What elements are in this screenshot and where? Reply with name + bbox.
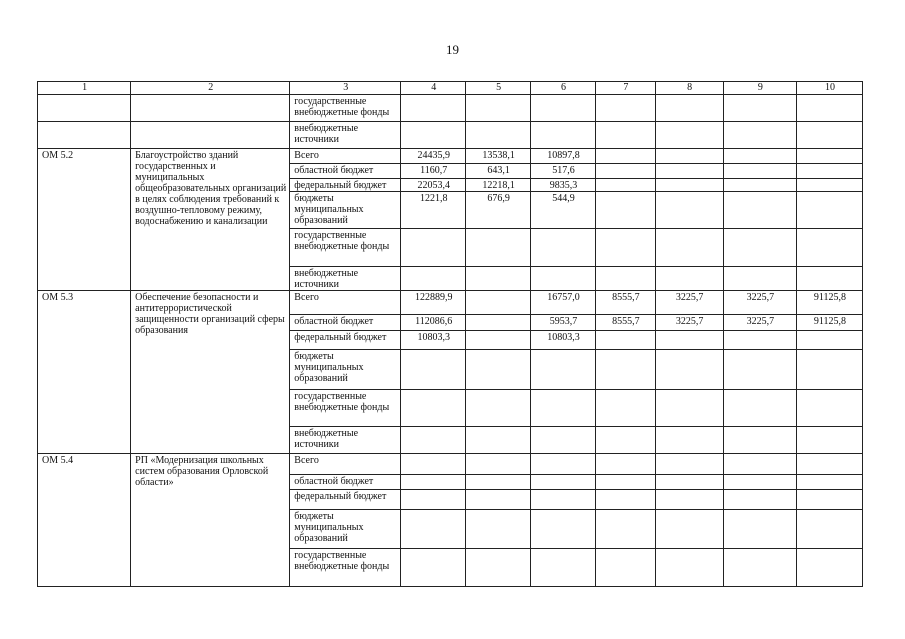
value-cell: [796, 490, 862, 510]
value-cell: [655, 475, 723, 490]
value-cell: [401, 427, 466, 454]
value-cell: [401, 229, 466, 267]
source-cell: внебюджетные источники: [290, 427, 401, 454]
value-cell: [401, 122, 466, 149]
value-cell: [531, 95, 596, 122]
value-cell: [723, 229, 796, 267]
value-cell: [401, 390, 466, 427]
value-cell: [655, 164, 723, 179]
source-cell: государственные внебюджетные фонды: [290, 549, 401, 587]
value-cell: [595, 510, 655, 549]
value-cell: [595, 331, 655, 350]
header-row: [38, 82, 863, 95]
value-cell: [466, 291, 531, 315]
value-cell: [595, 95, 655, 122]
value-cell: [796, 549, 862, 587]
source-cell: бюджеты муниципальных образований: [290, 192, 401, 229]
table-row: [38, 454, 863, 475]
code-cell: [38, 95, 131, 122]
measure-code: ОМ 5.3: [38, 291, 131, 454]
value-cell: [796, 390, 862, 427]
column-header: 5: [466, 82, 531, 95]
measure-code: ОМ 5.2: [38, 149, 131, 291]
value-cell: 517,6: [531, 164, 596, 179]
measure-name: Обеспечение безопасности и антитеррористической защищенности организаций сферы образования: [131, 291, 290, 454]
value-cell: [401, 549, 466, 587]
value-cell: [723, 427, 796, 454]
value-cell: 91125,8: [796, 315, 862, 331]
value-cell: [531, 427, 596, 454]
value-cell: [595, 192, 655, 229]
value-cell: [466, 475, 531, 490]
value-cell: [466, 490, 531, 510]
name-cell: [131, 122, 290, 149]
column-header: 8: [655, 82, 723, 95]
value-cell: [655, 350, 723, 390]
value-cell: [723, 179, 796, 192]
value-cell: [655, 454, 723, 475]
source-cell: областной бюджет: [290, 164, 401, 179]
value-cell: [796, 192, 862, 229]
value-cell: [595, 149, 655, 164]
source-cell: бюджеты муниципальных образований: [290, 510, 401, 549]
value-cell: [401, 510, 466, 549]
value-cell: [531, 475, 596, 490]
value-cell: 1160,7: [401, 164, 466, 179]
value-cell: [401, 475, 466, 490]
value-cell: [595, 229, 655, 267]
value-cell: [796, 350, 862, 390]
value-cell: [655, 179, 723, 192]
value-cell: [796, 179, 862, 192]
value-cell: [466, 267, 531, 291]
column-header: 1: [38, 82, 131, 95]
value-cell: [595, 427, 655, 454]
value-cell: 10897,8: [531, 149, 596, 164]
source-cell: внебюджетные источники: [290, 122, 401, 149]
value-cell: [655, 229, 723, 267]
source-cell: бюджеты муниципальных образований: [290, 350, 401, 390]
value-cell: [401, 490, 466, 510]
source-cell: областной бюджет: [290, 475, 401, 490]
value-cell: 676,9: [466, 192, 531, 229]
source-cell: федеральный бюджет: [290, 179, 401, 192]
column-header: 7: [595, 82, 655, 95]
measure-code: ОМ 5.4: [38, 454, 131, 587]
value-cell: [531, 122, 596, 149]
value-cell: [401, 454, 466, 475]
column-header: 10: [796, 82, 862, 95]
source-cell: внебюджетные источники: [290, 267, 401, 291]
value-cell: [595, 549, 655, 587]
value-cell: 10803,3: [401, 331, 466, 350]
source-cell: областной бюджет: [290, 315, 401, 331]
value-cell: [796, 267, 862, 291]
value-cell: [655, 192, 723, 229]
value-cell: [723, 454, 796, 475]
value-cell: [595, 164, 655, 179]
value-cell: [595, 475, 655, 490]
value-cell: [723, 350, 796, 390]
source-cell: государственные внебюджетные фонды: [290, 229, 401, 267]
value-cell: 5953,7: [531, 315, 596, 331]
value-cell: [466, 350, 531, 390]
value-cell: 643,1: [466, 164, 531, 179]
page-number: 19: [446, 42, 459, 57]
value-cell: [655, 510, 723, 549]
column-header: 4: [401, 82, 466, 95]
value-cell: [796, 95, 862, 122]
value-cell: [723, 475, 796, 490]
value-cell: [723, 122, 796, 149]
source-cell: Всего: [290, 149, 401, 164]
value-cell: [723, 510, 796, 549]
value-cell: [466, 95, 531, 122]
table-row: [38, 149, 863, 164]
source-cell: государственные внебюджетные фонды: [290, 95, 401, 122]
value-cell: [466, 331, 531, 350]
value-cell: [531, 510, 596, 549]
column-header: 3: [290, 82, 401, 95]
value-cell: 22053,4: [401, 179, 466, 192]
value-cell: [796, 229, 862, 267]
value-cell: [531, 454, 596, 475]
value-cell: [466, 427, 531, 454]
value-cell: [796, 475, 862, 490]
table-row: [38, 291, 863, 315]
value-cell: [723, 164, 796, 179]
measure-name: Благоустройство зданий государственных и муниципальных общеобразовательных организаций в целях соблюдения требований к воздушно-тепловому режиму, водоснабжению и канализации: [131, 149, 290, 291]
source-cell: Всего: [290, 454, 401, 475]
value-cell: [655, 331, 723, 350]
value-cell: [723, 149, 796, 164]
budget-table: [37, 81, 863, 587]
value-cell: 8555,7: [595, 315, 655, 331]
value-cell: 3225,7: [723, 291, 796, 315]
value-cell: 16757,0: [531, 291, 596, 315]
value-cell: [401, 95, 466, 122]
value-cell: [595, 122, 655, 149]
value-cell: [466, 122, 531, 149]
value-cell: [595, 390, 655, 427]
value-cell: 10803,3: [531, 331, 596, 350]
value-cell: [595, 490, 655, 510]
value-cell: 3225,7: [655, 315, 723, 331]
value-cell: 8555,7: [595, 291, 655, 315]
source-cell: федеральный бюджет: [290, 331, 401, 350]
value-cell: 1221,8: [401, 192, 466, 229]
value-cell: [595, 267, 655, 291]
column-header: 6: [531, 82, 596, 95]
table-row: [38, 95, 863, 122]
value-cell: [723, 267, 796, 291]
value-cell: 3225,7: [655, 291, 723, 315]
value-cell: 112086,6: [401, 315, 466, 331]
value-cell: 13538,1: [466, 149, 531, 164]
value-cell: [466, 549, 531, 587]
value-cell: [466, 390, 531, 427]
value-cell: [595, 179, 655, 192]
value-cell: [531, 490, 596, 510]
value-cell: [796, 427, 862, 454]
source-cell: государственные внебюджетные фонды: [290, 390, 401, 427]
value-cell: [655, 122, 723, 149]
value-cell: [796, 331, 862, 350]
source-cell: Всего: [290, 291, 401, 315]
value-cell: [655, 95, 723, 122]
column-header: 2: [131, 82, 290, 95]
value-cell: [723, 490, 796, 510]
value-cell: [796, 164, 862, 179]
value-cell: [595, 454, 655, 475]
value-cell: [796, 510, 862, 549]
value-cell: 3225,7: [723, 315, 796, 331]
value-cell: [723, 331, 796, 350]
value-cell: [655, 549, 723, 587]
value-cell: 12218,1: [466, 179, 531, 192]
value-cell: [723, 95, 796, 122]
value-cell: [466, 229, 531, 267]
value-cell: [466, 454, 531, 475]
value-cell: [796, 454, 862, 475]
name-cell: [131, 95, 290, 122]
value-cell: [655, 390, 723, 427]
table-row: [38, 122, 863, 149]
value-cell: [655, 149, 723, 164]
column-header: 9: [723, 82, 796, 95]
value-cell: 24435,9: [401, 149, 466, 164]
value-cell: [531, 350, 596, 390]
value-cell: [531, 390, 596, 427]
value-cell: [401, 350, 466, 390]
value-cell: [723, 390, 796, 427]
value-cell: [723, 192, 796, 229]
measure-name: РП «Модернизация школьных систем образования Орловской области»: [131, 454, 290, 587]
value-cell: [531, 229, 596, 267]
value-cell: [401, 267, 466, 291]
value-cell: [723, 549, 796, 587]
code-cell: [38, 122, 131, 149]
value-cell: [595, 350, 655, 390]
value-cell: [796, 122, 862, 149]
value-cell: [655, 490, 723, 510]
table-body: [38, 82, 863, 587]
value-cell: [531, 549, 596, 587]
value-cell: 544,9: [531, 192, 596, 229]
value-cell: [531, 267, 596, 291]
value-cell: [466, 315, 531, 331]
value-cell: [796, 149, 862, 164]
value-cell: [655, 267, 723, 291]
value-cell: 122889,9: [401, 291, 466, 315]
value-cell: 91125,8: [796, 291, 862, 315]
source-cell: федеральный бюджет: [290, 490, 401, 510]
value-cell: [655, 427, 723, 454]
value-cell: 9835,3: [531, 179, 596, 192]
value-cell: [466, 510, 531, 549]
